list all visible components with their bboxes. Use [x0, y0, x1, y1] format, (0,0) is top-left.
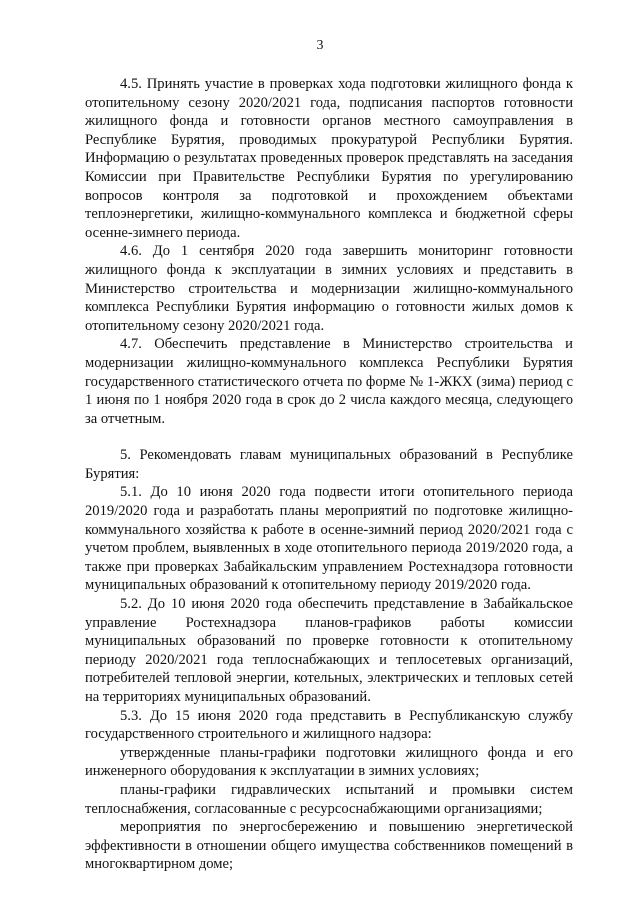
paragraph-5: 5. Рекомендовать главам муниципальных образований в Республике Бурятия: — [85, 447, 573, 482]
paragraph-4-7: 4.7. Обеспечить представление в Министерство строительства и модернизации жилищно-коммунального комплекса Республики Бурятия государственного статистического отчета по форме № 1-ЖКХ (зима) период с 1 июня по 1 ноября 2020 года в срок до 2 числа каждого месяца, следующего за отчетным. — [85, 336, 573, 427]
list-item-energy-saving: мероприятия по энергосбережению и повышению энергетической эффективности в отношении общего имущества собственников помещений в многоквартирном доме; — [85, 819, 573, 873]
paragraph-5-1: 5.1. До 10 июня 2020 года подвести итоги отопительного периода 2019/2020 года и разработать планы мероприятий по подготовке жилищно-коммунального хозяйства к работе в осенне-зимний период 2020/2021 года с учетом проблем, выявленных в ходе отопительного периода 2019/2020 года, а также при проверках Забайкальским управлением Ростехнадзора готовности муниципальных образований к отопительному периоду 2019/2020 года. — [85, 484, 573, 594]
paragraph-5-2: 5.2. До 10 июня 2020 года обеспечить представление в Забайкальское управление Ростехнадзора планов-графиков работы комиссии муниципальных образований по проверке готовности к отопительному периоду 2020/2021 года теплоснабжающих и теплосетевых организаций, потребителей тепловой энергии, котельных, электрических и тепловых сетей на территориях муниципальных образований. — [85, 596, 573, 705]
paragraph-5-3: 5.3. До 15 июня 2020 года представить в Республиканскую службу государственного строительного и жилищного надзора: — [85, 707, 573, 743]
list-item-hydraulic-tests: планы-графики гидравлических испытаний и промывки систем теплоснабжения, согласованные с ресурсоснабжающими организациями; — [85, 781, 573, 817]
paragraph-4-6: 4.6. До 1 сентября 2020 года завершить мониторинг готовности жилищного фонда к эксплуатации в зимних условиях и представить в Министерство строительства и модернизации жилищно-коммунального комплекса Республики Бурятия информацию о готовности жилых домов к отопительному сезону 2020/2021 года. — [85, 243, 573, 334]
list-item-plans-housing: утвержденные планы-графики подготовки жилищного фонда и его инженерного оборудования к эксплуатации в зимних условиях; — [85, 744, 573, 780]
document-body — [85, 75, 573, 874]
section-gap — [85, 428, 573, 446]
page-number: 3 — [316, 38, 324, 53]
paragraph-4-5: 4.5. Принять участие в проверках хода подготовки жилищного фонда к отопительному сезону 2020/2021 года, подписания паспортов готовности жилищного фонда и готовности органов местного самоуправления в Республике Бурятия, проводимых прокуратурой Республики Бурятия. Информацию о результатах проведенных проверок представлять на заседания Комиссии при Правительстве Республики Бурятия по урегулированию вопросов контроля за подготовкой и прохождением объектами теплоэнергетики, жилищно-коммунального комплекса и бюджетной сферы осенне-зимнего периода. — [85, 76, 573, 241]
